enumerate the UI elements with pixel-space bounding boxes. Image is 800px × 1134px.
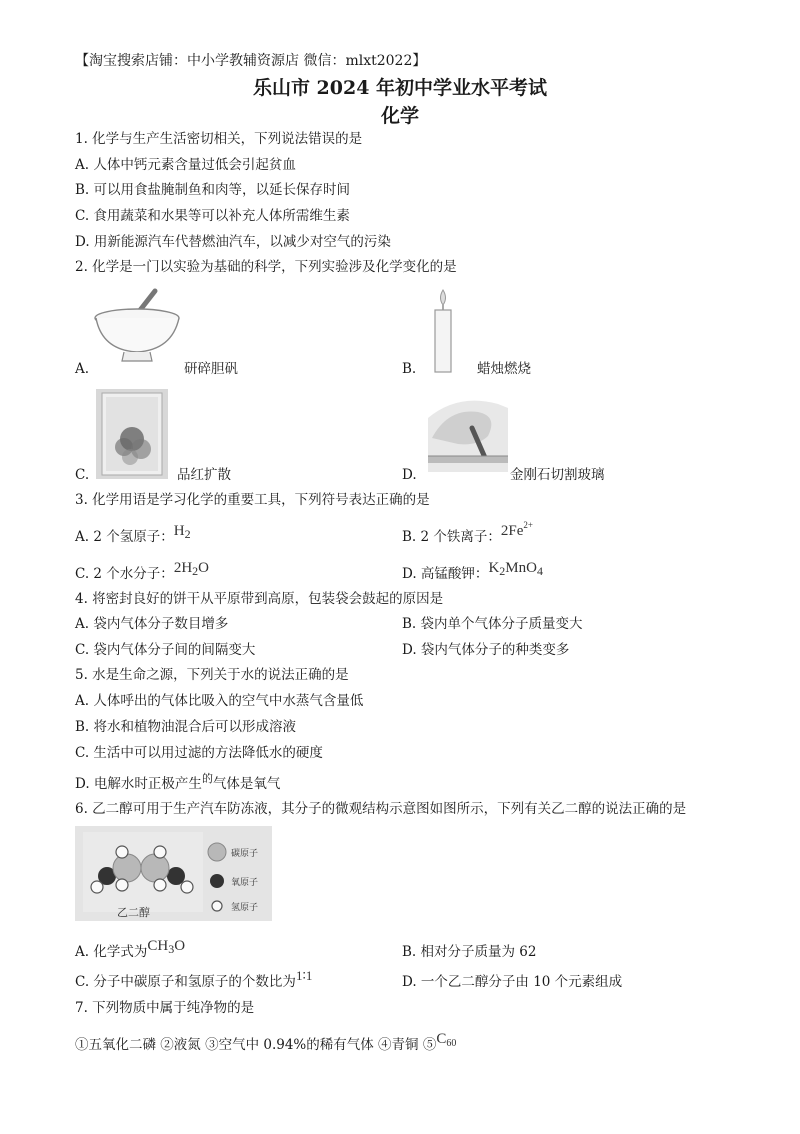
formula-part: CH: [147, 938, 169, 954]
question-2-option-b-caption: 蜡烛燃烧: [477, 361, 531, 377]
question-6-option-b: B. 相对分子质量为 62: [402, 944, 537, 960]
question-7-stem: 7. 下列物质中属于纯净物的是: [75, 1000, 255, 1016]
question-6-option-c: [75, 968, 313, 991]
question-4-stem: 4. 将密封良好的饼干从平原带到高原，包装袋会鼓起的原因是: [75, 591, 444, 607]
question-2-option-c-letter: C.: [75, 467, 90, 483]
question-7-options: [75, 1031, 457, 1056]
formula-k2mno4: [488, 560, 543, 576]
question-6-option-a: [75, 938, 186, 961]
subject-title: 化学: [380, 105, 419, 127]
page-title: 乐山市 2024 年初中学业水平考试: [252, 77, 548, 99]
formula-subscript: 2: [184, 527, 191, 541]
question-2-option-b-letter: B.: [402, 361, 417, 377]
ethylene-glycol-figure: [75, 826, 272, 921]
formula-part: 2H: [173, 560, 193, 576]
question-6-stem: 6. 乙二醇可用于生产汽车防冻液，其分子的微观结构示意图如图所示，下列有关乙二醇的说法正确的是: [75, 801, 687, 817]
formula-2h2o: [174, 560, 209, 576]
question-2-option-a-caption: 研碎胆矾: [184, 361, 238, 377]
formula-2fe: [500, 520, 533, 539]
option-c-text: C. 2 个水分子：: [75, 566, 174, 582]
formula-part: O: [174, 938, 186, 954]
diffusion-beaker-image: [96, 389, 168, 479]
formula-subscript: 3: [168, 942, 175, 956]
question-3-stem: 3. 化学用语是学习化学的重要工具，下列符号表达正确的是: [75, 492, 430, 508]
candle-image: [428, 288, 458, 376]
option-d-text-1: D. 电解水时正极产生: [75, 776, 202, 792]
formula-part: H: [173, 523, 185, 539]
question-6-option-d: D. 一个乙二醇分子由 10 个元素组成: [402, 974, 623, 990]
question-1-option-c: C. 食用蔬菜和水果等可以补充人体所需维生素: [75, 208, 350, 224]
question-4-option-c: C. 袋内气体分子间的间隔变大: [75, 642, 256, 658]
option-c-text: C. 分子中碳原子和氢原子的个数比为: [75, 974, 296, 990]
legend-carbon: 碳原子: [231, 849, 259, 859]
question-3-option-b: [402, 520, 533, 547]
option-d-text-2: 气体是氧气: [212, 776, 281, 792]
formula-part: K: [488, 560, 500, 576]
legend-oxygen: 氧原子: [231, 878, 259, 888]
question-1-option-d: D. 用新能源汽车代替燃油汽车，以减少对空气的污染: [75, 234, 391, 250]
question-2-option-d-caption: 金刚石切割玻璃: [510, 467, 605, 483]
formula-subscript: 2: [192, 564, 199, 578]
option-d-text: D. 高锰酸钾：: [402, 566, 489, 582]
formula-subscript: 60: [446, 1038, 457, 1049]
formula-ch3o: [147, 938, 185, 954]
figure-caption: 乙二醇: [117, 906, 150, 919]
header-note: 【淘宝搜索店铺：中小学教辅资源店 微信：mlxt2022】: [75, 53, 427, 69]
question-4-option-d: D. 袋内气体分子的种类变多: [402, 642, 570, 658]
formula-part: MnO: [505, 560, 537, 576]
formula-part: C: [436, 1031, 447, 1047]
question-1-option-a: A. 人体中钙元素含量过低会引起贫血: [75, 157, 296, 173]
formula-part: 2Fe: [500, 523, 524, 539]
formula-superscript: 2+: [523, 520, 533, 530]
question-5-option-d: [75, 772, 281, 794]
question-3-option-c: [75, 560, 209, 583]
question-5-stem: 5. 水是生命之源，下列关于水的说法正确的是: [75, 667, 349, 683]
question-4-option-a: A. 袋内气体分子数目增多: [75, 616, 229, 632]
question-4-option-b: B. 袋内单个气体分子质量变大: [402, 616, 583, 632]
option-d-small-char: 的: [201, 772, 213, 785]
options-text: ①五氧化二磷 ②液氮 ③空气中 0.94%的稀有气体 ④青铜 ⑤: [75, 1037, 437, 1053]
question-5-option-a: A. 人体呼出的气体比吸入的空气中水蒸气含量低: [75, 693, 364, 709]
formula-part: O: [198, 560, 209, 576]
question-1-stem: 1. 化学与生产生活密切相关，下列说法错误的是: [75, 131, 363, 147]
question-2-stem: 2. 化学是一门以实验为基础的科学，下列实验涉及化学变化的是: [75, 259, 457, 275]
ratio-value: 1∶1: [295, 968, 313, 983]
formula-h2: [174, 523, 191, 539]
formula-subscript: 2: [499, 564, 506, 578]
question-1-option-b: B. 可以用食盐腌制鱼和肉等，以延长保存时间: [75, 182, 351, 198]
formula-c60: [436, 1031, 456, 1047]
formula-subscript: 4: [536, 564, 543, 578]
option-a-text: A. 2 个氢原子：: [75, 529, 174, 545]
mortar-pestle-image: [90, 288, 185, 368]
question-2-option-a-letter: A.: [75, 361, 90, 377]
question-2-option-d-letter: D.: [402, 467, 417, 483]
glass-cutting-image: [428, 398, 508, 472]
legend-hydrogen: 氢原子: [231, 903, 259, 913]
option-b-text: B. 2 个铁离子：: [402, 529, 501, 545]
question-2-option-c-caption: 品红扩散: [177, 467, 231, 483]
question-5-option-b: B. 将水和植物油混合后可以形成溶液: [75, 719, 297, 735]
question-5-option-c: C. 生活中可以用过滤的方法降低水的硬度: [75, 745, 323, 761]
option-a-text: A. 化学式为: [75, 944, 148, 960]
question-3-option-d: [402, 560, 543, 583]
question-3-option-a: [75, 523, 191, 546]
